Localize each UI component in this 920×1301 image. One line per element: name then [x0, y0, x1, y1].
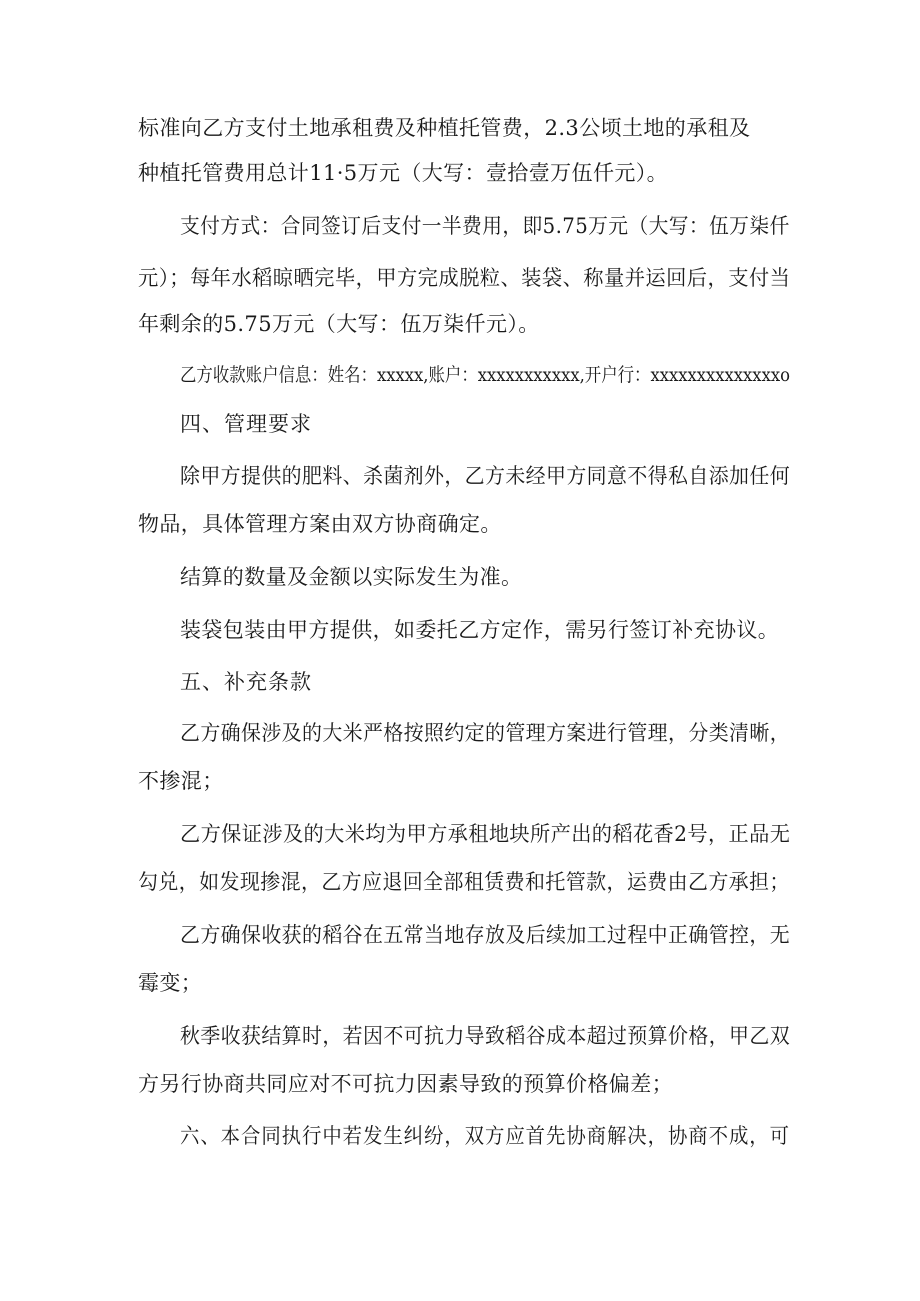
text-line-19: 秋季收获结算时，若因不可抗力导致稻谷成本超过预算价格，甲乙双: [180, 1024, 791, 1048]
section-heading-5: 五、补充条款: [180, 670, 312, 694]
text-line-2: 种植托管费用总计11·5万元（大写：壹拾壹万伍仟元）。: [138, 161, 669, 185]
text-line-1: 标准向乙方支付土地承租费及种植托管费，2.3公顷土地的承租及: [138, 116, 751, 140]
text-line-18: 霉变；: [138, 971, 203, 995]
text-line-11: 装袋包装由甲方提供，如委托乙方定作，需另行签订补充协议。: [180, 618, 780, 642]
text-line-4: 元）；每年水稻晾晒完毕，甲方完成脱粒、装袋、称量并运回后，支付当: [138, 266, 791, 290]
section-heading-4: 四、管理要求: [180, 412, 312, 436]
text-line-3: 支付方式：合同签订后支付一半费用，即5.75万元（大写：伍万柒仟: [180, 214, 790, 238]
section-heading-6: 六、本合同执行中若发生纠纷，双方应首先协商解决，协商不成，可: [180, 1124, 790, 1148]
text-line-8: 除甲方提供的肥料、杀菌剂外，乙方未经甲方同意不得私自添加任何: [180, 464, 791, 488]
text-line-17: 乙方确保收获的稻谷在五常当地存放及后续加工过程中正确管控，无: [180, 923, 791, 947]
text-line-13: 乙方确保涉及的大米严格按照约定的管理方案进行管理，分类清晰，: [180, 721, 791, 745]
text-line-9: 物品，具体管理方案由双方协商确定。: [138, 512, 502, 536]
text-line-10: 结算的数量及金额以实际发生为准。: [180, 565, 523, 589]
text-line-16: 勾兑，如发现掺混，乙方应退回全部租赁费和托管款，运费由乙方承担；: [138, 870, 790, 894]
text-line-5: 年剩余的5.75万元（大写：伍万柒仟元）。: [138, 312, 540, 336]
text-line-6: 乙方收款账户信息：姓名：xxxxx,账户：xxxxxxxxxxx,开户行：xxxxxxxxxxxxxxo: [180, 364, 790, 386]
text-line-15: 乙方保证涉及的大米均为甲方承租地块所产出的稻花香2号，正品无: [180, 822, 791, 846]
text-line-14: 不掺混；: [138, 769, 224, 793]
text-line-20: 方另行协商共同应对不可抗力因素导致的预算价格偏差；: [138, 1072, 673, 1096]
